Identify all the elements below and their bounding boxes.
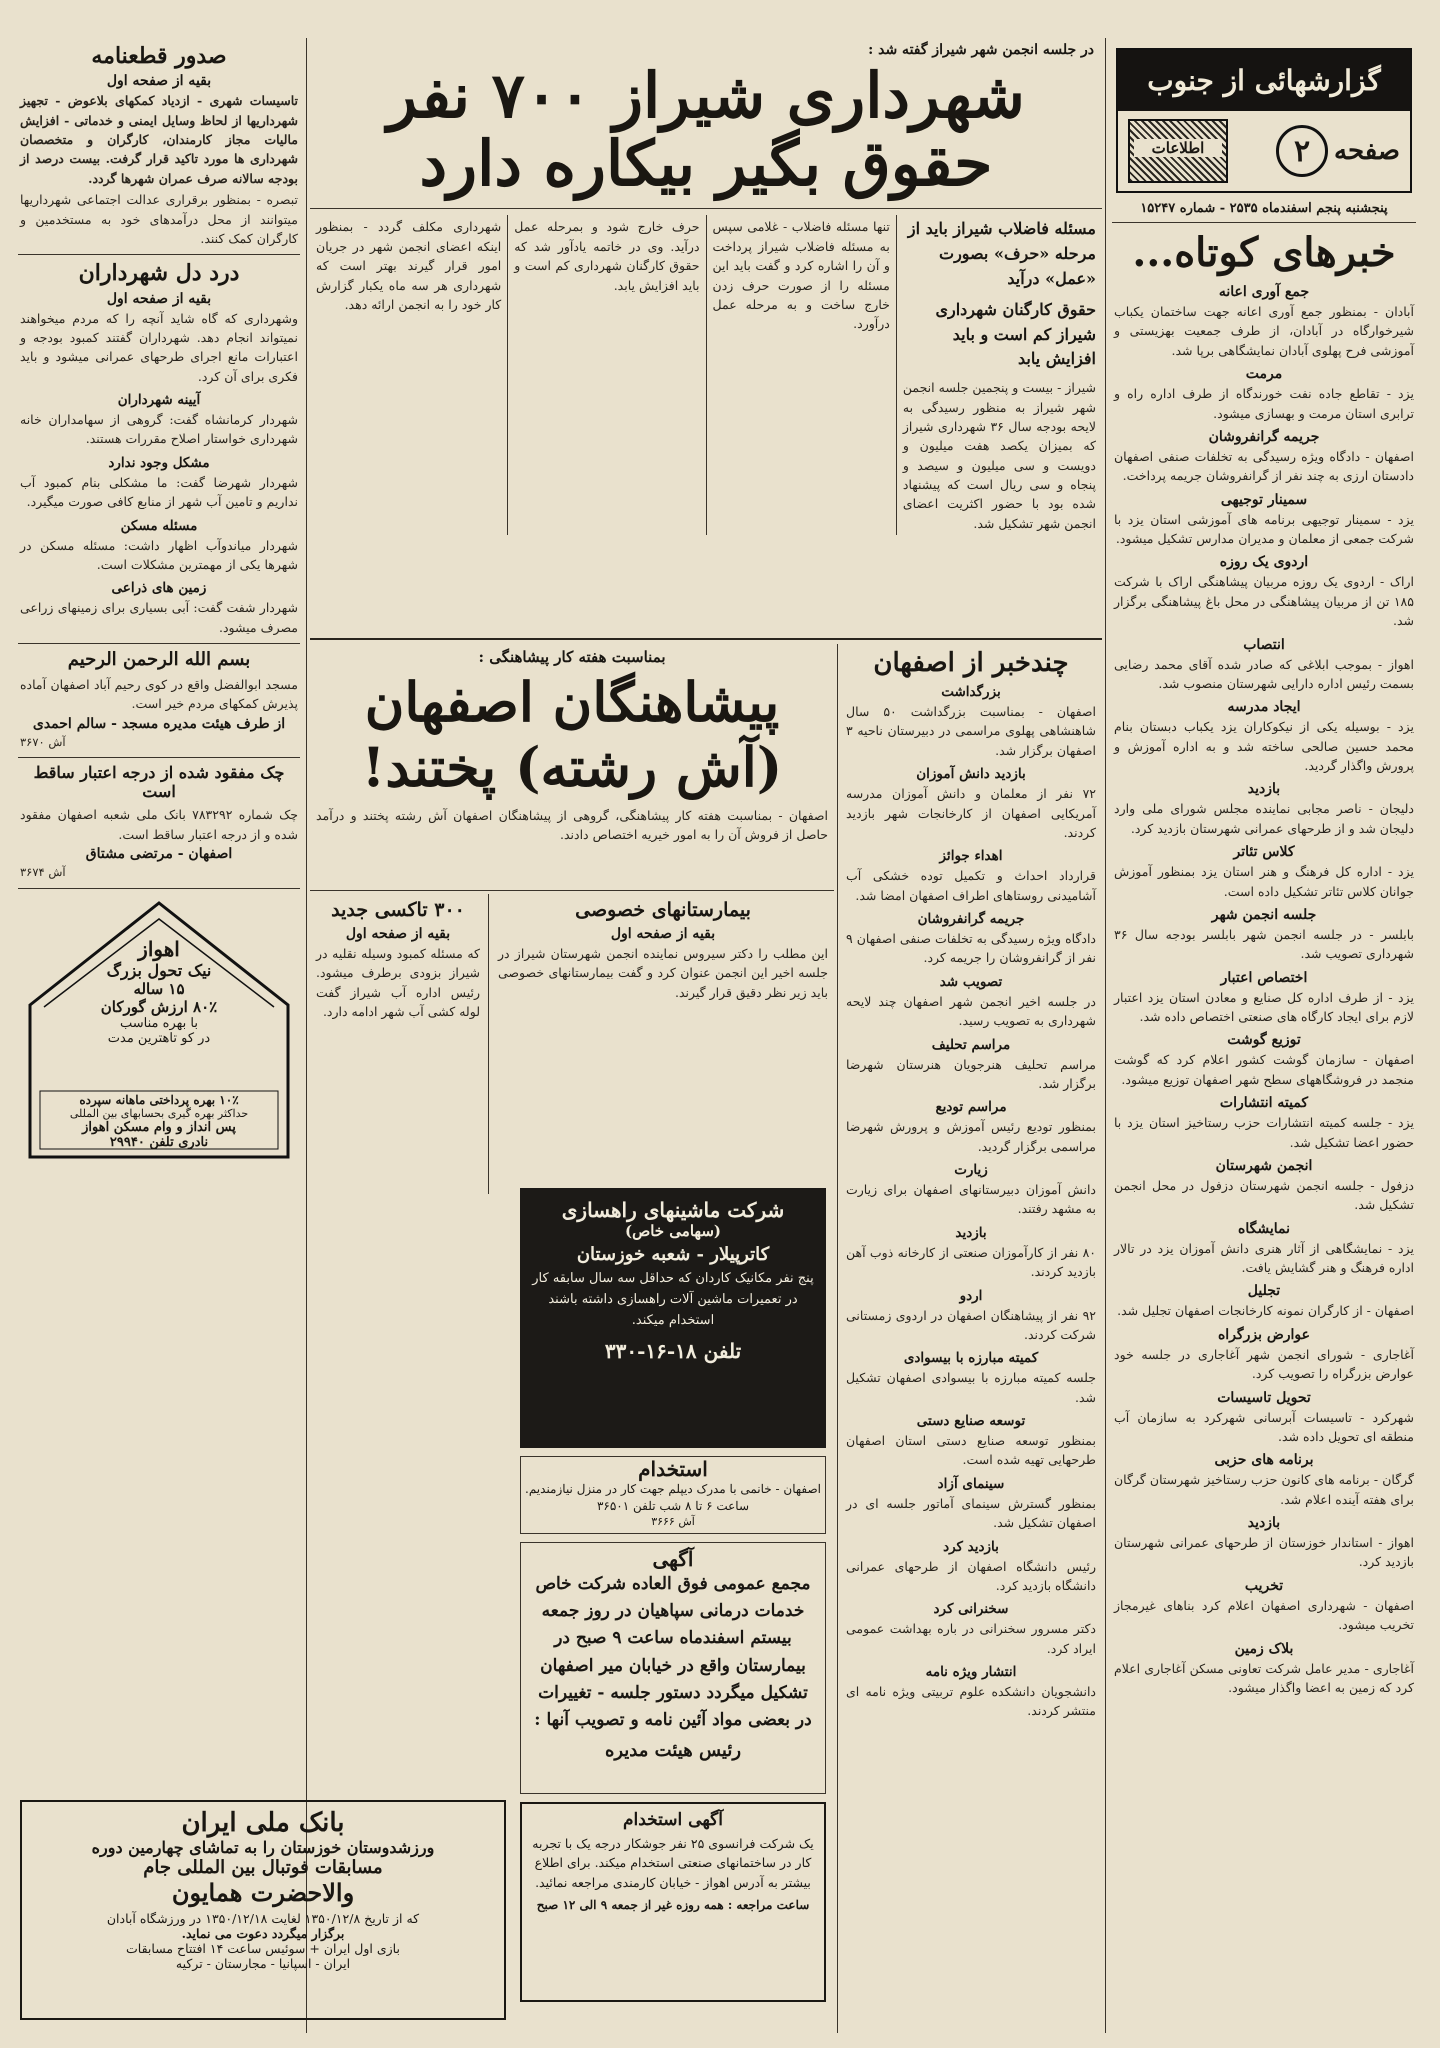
mosque-notice-body: مسجد ابوالفضل واقع در کوی رحیم آباد اصفهان آماده پذیرش کمکهای مردم خیر است.: [20, 676, 298, 712]
news-item-text: اهواز - استاندار خوزستان از طرحهای عمرانی شهرستان بازدید کرد.: [1114, 1535, 1414, 1570]
news-item-title: تحویل تاسیسات: [1217, 1389, 1311, 1406]
news-item-text: دادگاه ویژه رسیدگی به تخلفات صنفی اصفهان ۹ نفر از گرانفروشان را جریمه کرد.: [846, 931, 1096, 966]
news-item-text: گرگان - برنامه های کانون حزب رستاخیز شهرستان گرگان برای هفته آینده اعلام شد.: [1114, 1472, 1414, 1507]
taxi-story: [310, 894, 486, 1194]
news-item-title: نمایشگاه: [1238, 1220, 1290, 1237]
news-item-text: دانش آموزان دبیرستانهای اصفهان برای زیارت به مشهد رفتند.: [846, 1182, 1096, 1217]
lead-body-a: شیراز - بیست و پنجمین جلسه انجمن شهر شیراز به منظور رسیدگی به لایحه بودجه سال ۳۶ شهرداری شیراز که بمیزان یکصد هفت میلیون و دویست و سی میلیون و سیصد و پنجاه و سی ریال است که پیشنهاد شده بود با حضور اکثریت اعضای انجمن شهر تشکیل شد.: [902, 380, 1096, 531]
meeting-notice-title: آگهی: [652, 1547, 694, 1571]
news-item-text: یزد - اداره کل فرهنگ و هنر استان یزد بمنظور آموزش جوانان کلاس تئاتر تشکیل داده است.: [1114, 864, 1414, 899]
news-item-title: بلاک زمین: [1234, 1640, 1294, 1657]
news-item-text: یزد - بوسیله یکی از نیکوکاران یزد یکباب دبستان بنام محمد حسین صالحی ساخته شد و به اداره آموزش و پرورش واگذار گردید.: [1114, 719, 1414, 773]
news-item-text: اصفهان - سازمان گوشت کشور اعلام کرد که گوشت منجمد در فروشگاههای سطح شهر اصفهان توزیع میشود.: [1114, 1052, 1414, 1087]
hire-ad: [520, 1456, 826, 1534]
dateline: پنجشنبه پنجم اسفندماه ۲۵۳۵ - شماره ۱۵۲۴۷: [1140, 201, 1388, 216]
newspaper-page: [14, 38, 1420, 2033]
esfahan-list: [840, 684, 1102, 1721]
news-item-text: دانشجویان دانشکده علوم تربیتی ویژه نامه ای منتشر کردند.: [846, 1684, 1096, 1719]
mayors-continued: بقیه از صفحه اول: [106, 290, 212, 307]
resolution-body: تاسیسات شهری - ازدیاد کمکهای بلاعوض - تجهیز شهرداریها از لحاظ وسایل ایمنی و خدماتی - افزایش مالیات مجاز کارمندان، کارگران و متخصصان شهرداری ها مورد تاکید قرار گرفت. بیست درصد از بودجه سالانه صرف عمران شهرها گردد.: [20, 93, 298, 186]
esfahan-news: [840, 644, 1102, 2033]
bank-melli-line1: ورزشدوستان خوزستان را به تماشای چهارمین دوره: [91, 1838, 435, 1857]
meeting-notice-body: مجمع عمومی فوق العاده شرکت خاص خدمات درمانی سپاهیان در روز جمعه بیستم اسفندماه ساعت ۹ صبح در بیمارستان واقع در خیابان میر اصفهان تشکیل میگردد دستور جلسه - تغییرات در بعضی مواد آئین نامه و تصویب آنها :: [534, 1574, 812, 1730]
news-item-title: کمیته مبارزه با بیسوادی: [903, 1350, 1039, 1367]
news-item-title: اختصاص اعتبار: [1220, 969, 1308, 986]
news-item-title: اهداء جوائز: [939, 848, 1003, 865]
news-item-text: ۹۲ نفر از پیشاهنگان اصفهان در اردوی زمستانی شرکت کردند.: [846, 1307, 1096, 1342]
news-item-text: ۸۰ نفر از کارآموزان صنعتی از کارخانه ذوب آهن بازدید کردند.: [846, 1244, 1096, 1280]
lead-story: [310, 38, 1102, 636]
resolution-title: صدور قطعنامه: [91, 43, 227, 69]
lost-check-sign: اصفهان - مرتضی مشتاق: [85, 845, 233, 862]
welders-hire-body: یک شرکت فرانسوی ۲۵ نفر جوشکار درجه یک با تجربه کار در ساختمانهای صنعتی استخدام میکند. برای اطلاع بیشتر به آدرس اهواز - خیابان کارمندی مراجعه نمائید.: [532, 1836, 814, 1890]
news-item-text: یزد - جلسه کمیته انتشارات حزب رستاخیز استان یزد با حضور اعضا تشکیل شد.: [1114, 1115, 1414, 1150]
hospital-body: این مطلب را دکتر سیروس نماینده انجمن شهرستان شیراز در جلسه اخیر این انجمن عنوان کرد و گفت بیمارستانهای خصوصی باید زیر نظر دقیق قرار گیرند.: [498, 945, 828, 1000]
news-item-title: تجلیل: [1247, 1283, 1281, 1300]
lead-headline-1: شهرداری شیراز ۷۰۰ نفر: [387, 59, 1025, 132]
news-item-title: اردوی یک روزه: [1219, 554, 1309, 571]
news-item-title: عوارض بزرگراه: [1217, 1326, 1311, 1343]
news-item-title: جریمه گرانفروشان: [917, 911, 1025, 927]
news-item-title: انتشار ویژه نامه: [925, 1664, 1017, 1680]
news-item-text: اصفهان - شهرداری اصفهان اعلام کرد بناهای غیرمجاز تخریب میشود.: [1114, 1597, 1414, 1633]
hospital-continued: بقیه از صفحه اول: [610, 925, 716, 942]
short-news-title: خبرهای کوتاه...: [1132, 229, 1396, 276]
news-item-title: تخریب: [1244, 1577, 1284, 1594]
news-item-text: یزد - از طرف اداره کل صنایع و معادن استان یزد اعتبار لازم برای ایجاد کارگاه های صنعتی اختصاص داده شد.: [1114, 989, 1414, 1024]
esfahan-title: چندخبر از اصفهان: [873, 648, 1069, 678]
ahvaz-savings-ad: [20, 895, 298, 1165]
newspaper-logo: [1128, 119, 1228, 183]
ahvaz-ad-line3: ۱۵ ساله: [133, 979, 185, 998]
bank-melli-line5: برگزار میگردد دعوت می نماید.: [181, 1926, 345, 1941]
mosque-notice-title: بسم الله الرحمن الرحیم: [67, 649, 251, 671]
news-item-text: رئیس دانشگاه اصفهان از طرحهای عمرانی دانشگاه بازدید کرد.: [846, 1558, 1096, 1593]
mayors-subhead-3: مسئله مسکن: [120, 517, 198, 534]
news-item-text: بمنظور توسعه صنایع دستی استان اصفهان طرحهایی تهیه شده است.: [846, 1433, 1096, 1468]
scouts-headline-2: (آش رشته) پختند!: [361, 734, 783, 799]
welders-hire-time: ساعت مراجعه : همه روزه غیر از جمعه ۹ الی ۱۲ صبح: [536, 1898, 810, 1913]
logo-text: اطلاعات: [1134, 139, 1222, 157]
news-item-text: قرارداد احداث و تکمیل توده خشکی آب آشامیدنی روستاهای اطراف اصفهان امضا شد.: [846, 868, 1096, 903]
caterpillar-branch: کاترپیلار - شعبه خوزستان: [576, 1244, 770, 1265]
news-item-text: اصفهان - بمناسبت بزرگداشت ۵۰ سال شاهنشاهی پهلوی مراسمی در دبیرستان ناحیه ۳ اصفهان برگزار شد.: [846, 704, 1096, 758]
caterpillar-ad: [520, 1188, 826, 1448]
left-column: [14, 38, 304, 2033]
news-item-title: کمیته انتشارات: [1219, 1095, 1309, 1112]
taxi-continued: بقیه از صفحه اول: [345, 925, 451, 942]
mayors-subhead-1: آیینه شهرداران: [117, 392, 201, 409]
ahvaz-ad-line5: با بهره مناسب: [120, 1015, 198, 1031]
news-item-title: جریمه گرانفروشان: [1208, 428, 1320, 445]
news-item-text: آغاجاری - مدیر عامل شرکت تعاونی مسکن آغاجاری اعلام کرد که زمین به اعضا واگذار میشود.: [1114, 1660, 1414, 1695]
right-column: [1108, 38, 1420, 2033]
welders-hire-title: آگهی استخدام: [623, 1810, 723, 1830]
news-item-title: سمینار توجیهی: [1220, 491, 1308, 508]
lead-subhead-1: مسئله فاضلاب شیراز باید از مرحله «حرف» بصورت «عمل» درآید: [907, 219, 1096, 288]
news-item-title: توسعه صنایع دستی: [916, 1413, 1026, 1429]
news-item-title: زیارت: [954, 1162, 988, 1178]
meeting-notice-ad: [520, 1542, 826, 1794]
lead-body-d: شهرداری مکلف گردد - بمنظور اینکه اعضای انجمن شهر در جریان امور قرار گیرند بهتر است که شهرداری هر سه ماه یکبار گزارش کار خود را به انجمن ارائه دهد.: [316, 219, 502, 312]
news-item-text: بابلسر - در جلسه انجمن شهر بابلسر بودجه سال ۳۶ شهرداری تصویب شد.: [1114, 926, 1414, 962]
news-item-text: بمنظور تودیع رئیس آموزش و پرورش شهرضا مراسمی برگزار گردید.: [846, 1119, 1096, 1154]
caterpillar-company-sub: (سهامی خاص): [625, 1222, 721, 1240]
lost-check-title: چک مفقود شده از درجه اعتبار ساقط است: [33, 763, 285, 801]
news-item-title: جمع آوری اعانه: [1218, 284, 1310, 300]
news-item-text: دزفول - جلسه انجمن شهرستان دزفول در محل انجمن تشکیل شد.: [1114, 1177, 1414, 1213]
scouts-headline-1: پیشاهنگان اصفهان: [364, 670, 780, 734]
ahvaz-ad-line2: نیک تحول بزرگ: [106, 960, 212, 980]
caterpillar-body: پنج نفر مکانیک کاردان که حداقل سه سال سابقه کار در تعمیرات ماشین آلات راهسازی داشته باشند استخدام میکند.: [532, 1271, 814, 1328]
taxi-body: که مسئله کمبود وسیله نقلیه در شیراز بزودی برطرف میشود. رئیس اداره آب شیراز گفت لوله کشی آب شهر ادامه دارد.: [316, 945, 480, 1019]
news-item-text: در جلسه اخیر انجمن شهر اصفهان چند لایحه شهرداری به تصویب رسید.: [846, 993, 1096, 1029]
page-number-badge: ۲: [1276, 125, 1328, 177]
resolution-continued: بقیه از صفحه اول: [106, 73, 212, 90]
news-item-title: اردو: [959, 1287, 983, 1304]
mosque-notice-sign: از طرف هیئت مدیره مسجد - سالم احمدی: [32, 715, 286, 732]
news-item-title: بازدید دانش آموزان: [916, 766, 1026, 783]
news-item-title: بازدید: [955, 1224, 987, 1241]
lost-check-code: آش ۳۶۷۴: [20, 864, 66, 879]
lead-body-b: تنها مسئله فاضلاب - غلامی سپس به مسئله فاضلاب شیراز پرداخت و آن را اشاره کرد و گفت باید این مسئله را از صورت حرف زدن خارج ساخت و به مرحله عمل درآورد.: [712, 219, 890, 332]
mayors-title: درد دل شهرداران: [78, 260, 240, 287]
mosque-notice-code: آش ۳۶۷۰: [20, 734, 66, 749]
ahvaz-ad-line4: ۸۰٪ ارزش گورکان: [100, 997, 218, 1016]
news-item-text: دکتر مسرور سخنرانی در باره بهداشت عمومی ایراد کرد.: [846, 1621, 1096, 1656]
ahvaz-ad-line1: اهواز: [138, 936, 180, 961]
meeting-notice-sign: رئیس هیئت مدیره: [604, 1740, 742, 1762]
news-item-text: یزد - نمایشگاهی از آثار هنری دانش آموزان یزد در تالار اداره فرهنگ و هنر گشایش یافت.: [1114, 1240, 1414, 1275]
news-item-title: انتصاب: [1243, 636, 1285, 653]
hire-ad-title: استخدام: [638, 1457, 708, 1481]
ahvaz-ad-line6: در کو تاهترین مدت: [107, 1030, 211, 1046]
news-item-text: اصفهان - دادگاه ویژه رسیدگی به تخلفات صنفی اصفهان دادستان ارزی به چند نفر از گرانفروشان جریمه پرداخت.: [1114, 448, 1414, 484]
mayors-body: وشهرداری که گاه شاید آنچه را که مردم میخواهند نمیتواند انجام دهد. شهرداران گفتند کمبود بودجه و اعتبارات مانع اجرای طرحهای عمرانی میشود و باید فکری برای آن کرد.: [20, 310, 298, 384]
news-item-title: سینمای آزاد: [937, 1475, 1005, 1492]
mayors-text-4: شهردار شفت گفت: آبی بسیاری برای زمینهای زراعی مصرف میشود.: [20, 600, 298, 635]
bank-melli-line7: ایران - اسپانیا - مجارستان - ترکیه: [175, 1956, 351, 1971]
news-item-title: ایجاد مدرسه: [1227, 699, 1301, 716]
mayors-text-2: شهردار شهرضا گفت: ما مشکلی بنام کمبود آب نداریم و تامین آب شهر از منابع کافی صورت میگیرد.: [20, 474, 298, 510]
hospital-story: [492, 894, 834, 1194]
hire-ad-body: اصفهان - خانمی با مدرک دیپلم جهت کار در منزل نیازمندیم. ساعت ۶ تا ۸ شب تلفن ۳۶۵۰۱: [525, 1482, 821, 1513]
bank-melli-line4: که از تاریخ ۱۳۵۰/۱۲/۸ لغایت ۱۳۵۰/۱۲/۱۸ در ورزشگاه آبادان: [106, 1911, 420, 1926]
news-item-text: آغاجاری - شورای انجمن شهر آغاجاری در جلسه خود عوارض بزرگراه را تصویب کرد.: [1114, 1346, 1414, 1382]
news-item-title: بازدید: [1247, 781, 1281, 798]
hire-ad-code: آش ۳۶۶۶: [651, 1514, 695, 1528]
news-item-title: مراسم تودیع: [935, 1099, 1007, 1116]
news-item-title: برنامه های حزبی: [1214, 1452, 1314, 1469]
section-title: گزارشهائی از جنوب: [1118, 50, 1410, 111]
ahvaz-ad-line7: ۱۰٪ بهره پرداختی ماهانه سپرده: [79, 1092, 239, 1107]
news-item-text: یزد - سمینار توجیهی برنامه های آموزشی استان یزد با شرکت جمعی از معلمان و مدیران مدارس تشکیل میشود.: [1114, 511, 1414, 546]
bank-melli-line2: مسابقات فوتبال بین المللی جام: [143, 1857, 383, 1878]
lead-subhead-2: حقوق کارگنان شهرداری شیراز کم است و باید افزایش یابد: [935, 299, 1096, 369]
lead-kicker: در جلسه انجمن شهر شیراز گفته شد :: [868, 42, 1094, 58]
news-item-title: توزیع گوشت: [1227, 1032, 1301, 1049]
scouts-kicker: بمناسبت هفته کار پیشاهنگی :: [478, 648, 666, 666]
news-item-text: شهرکرد - تاسیسات آبرسانی شهرکرد به سازمان آب منطقه ای تحویل داده شد.: [1114, 1409, 1414, 1444]
news-item-text: بمنظور گسترش سینمای آماتور جلسه ای در اصفهان تشکیل شد.: [846, 1495, 1096, 1531]
scouts-body: اصفهان - بمناسبت هفته کار پیشاهنگی، گروهی از پیشاهنگان اصفهان آش رشته پختند و درآمد حاصل از فروش آن را به امور خیریه اختصاص دادند.: [316, 807, 828, 842]
news-item-text: آبادان - بمنظور جمع آوری اعانه جهت ساختمان یکباب شیرخوارگاه در آبادان، از طرف جمعیت بهزیستی و آموزشی فرح پهلوی آبادان نمایشگاهی برپا شد.: [1114, 304, 1414, 358]
short-news-list: [1108, 284, 1420, 1697]
news-item-title: انجمن شهرستان: [1215, 1157, 1313, 1174]
news-item-title: جلسه انجمن شهر: [1211, 906, 1317, 923]
caterpillar-phone: تلفن ۱۸-۱۶-۳۳۰: [604, 1339, 742, 1364]
ahvaz-ad-phone: نادری تلفن ۲۹۹۴۰: [109, 1134, 209, 1150]
news-item-text: اراک - اردوی یک روزه مربیان پیشاهنگی اراک با شرکت ۱۸۵ تن از مربیان پیشاهنگی در محل باغ پیشاهنگی برگزار شد.: [1114, 574, 1414, 629]
bank-melli-ad: [20, 1800, 506, 2020]
scouts-story: [310, 644, 834, 889]
news-item-title: مرمت: [1245, 366, 1283, 383]
bank-melli-line6: بازی اول ایران + سوئیس ساعت ۱۴ افتتاح مسابقات: [126, 1941, 400, 1956]
news-item-text: یزد - تقاطع جاده نفت خورندگاه از طرف اداره راه و ترابری استان مرمت و بهسازی میشود.: [1114, 386, 1414, 421]
mayors-text-3: شهردار میاندوآب اظهار داشت: مسئله مسکن در شهرها یکی از مهمترین مشکلات است.: [20, 537, 298, 572]
news-item-text: اصفهان - از کارگران نمونه کارخانجات اصفهان تجلیل شد.: [1117, 1303, 1414, 1319]
mayors-subhead-4: زمین های ذراعی: [111, 580, 207, 597]
bank-melli-title: بانک ملی ایران: [181, 1808, 345, 1838]
taxi-title: ۳۰۰ تاکسی جدید: [331, 899, 465, 921]
news-item-title: بازدید کرد: [943, 1538, 999, 1555]
news-item-title: سخنرانی کرد: [933, 1601, 1009, 1618]
news-item-title: مراسم تحلیف: [931, 1036, 1011, 1053]
welders-hire-ad: [520, 1802, 826, 2002]
lost-check-body: چک شماره ۷۸۳۲۹۲ بانک ملی شعبه اصفهان مفقود شده و از درجه اعتبار ساقط است.: [20, 807, 298, 842]
news-item-text: دلیجان - ناصر مجابی نماینده مجلس شورای ملی وارد دلیجان شد و از طرحهای عمرانی شهرستان بازدید کرد.: [1114, 801, 1414, 836]
mayors-text-1: شهردار کرمانشاه گفت: گروهی از سهامداران خانه شهرداری خواستار اصلاح مقررات هستند.: [20, 412, 298, 447]
ahvaz-ad-sign: پس انداز و وام مسکن اهواز: [82, 1119, 236, 1135]
news-item-title: بزرگداشت: [941, 684, 1001, 700]
news-item-title: بازدید: [1247, 1515, 1281, 1531]
news-item-text: مراسم تحلیف هنرجویان هنرستان شهرضا برگزار شد.: [846, 1056, 1096, 1091]
ahvaz-ad-line8: حداکثر بهره گیری بحسابهای بین المللی: [69, 1106, 249, 1120]
caterpillar-company: شرکت ماشینهای راهسازی: [561, 1198, 785, 1222]
resolution-note: تبصره - بمنظور برقراری عدالت اجتماعی شهرداریها میتوانند از محل درآمدهای خود به مستخدمین و کارگران کمک کنند.: [20, 192, 298, 246]
bank-melli-line3: والاحضرت همایون: [171, 1878, 355, 1907]
news-item-text: جلسه کمیته مبارزه با بیسوادی اصفهان تشکیل شد.: [846, 1370, 1096, 1405]
masthead-banner: [1116, 48, 1412, 193]
news-item-title: کلاس تئاتر: [1233, 844, 1295, 861]
lead-body-c: حرف خارج شود و بمرحله عمل درآید. وی در خاتمه یادآور شد که حقوق کارگنان شهرداری کم است و باید افزایش یابد.: [514, 219, 700, 293]
news-item-text: ۷۲ نفر از معلمان و دانش آموزان مدرسه آمریکایی اصفهان از کارخانجات شهر بازدید کردند.: [846, 786, 1096, 840]
lead-headline-2: حقوق بگیر بیکاره دارد: [419, 127, 993, 201]
page-word: صفحه: [1334, 136, 1400, 166]
news-item-text: اهواز - بموجب ابلاغی که صادر شده آقای محمد رضایی بسمت رئیس اداره دارایی شهرستان منصوب شد.: [1114, 656, 1414, 691]
news-item-title: تصویب شد: [939, 973, 1003, 990]
hospital-title: بیمارستانهای خصوصی: [575, 899, 751, 921]
mayors-subhead-2: مشکل وجود ندارد: [108, 454, 210, 471]
